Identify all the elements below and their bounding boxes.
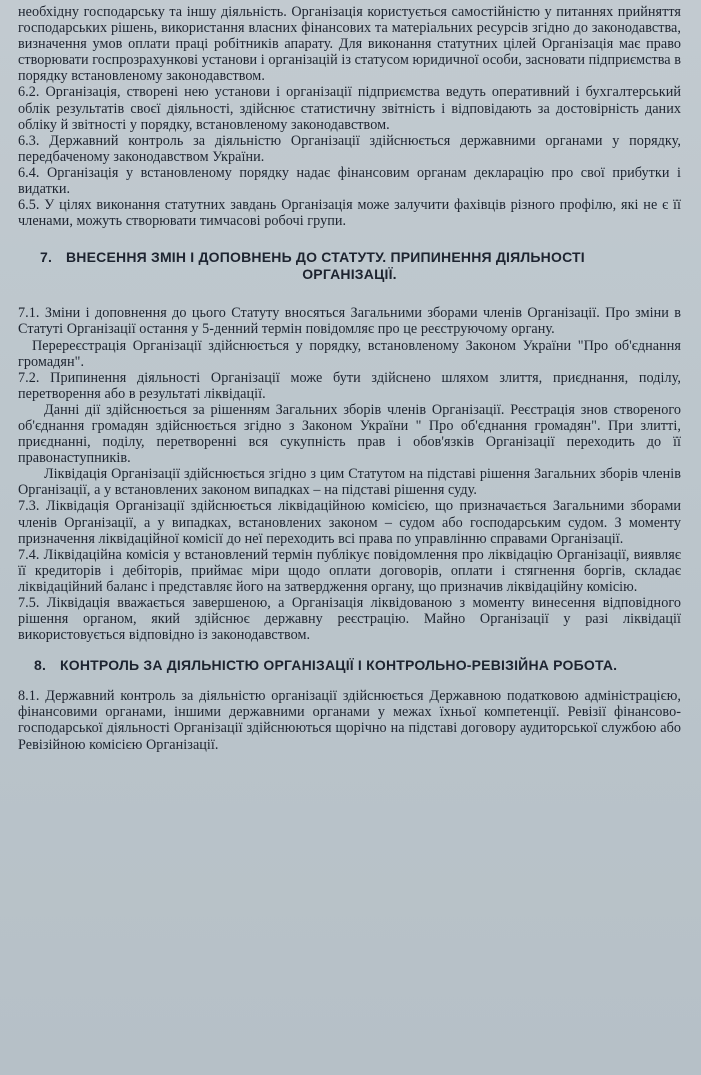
section-7-number: 7. [40,249,53,266]
paragraph-6-1-continued: необхідну господарську та іншу діяльність. Організація користується самостійністю у питаннях прийняття господарських рішень, використання власних фінансових та матеріальних ресурсів згідно до законодавства, визначення умов оплати праці робітників апарату. Для виконання статутних цілей Організація має право створювати госпрозрахункові установи і організацій із статусом юридичної особи, засновати підприємства в порядку встановленому законодавством. [18,4,681,85]
section-8-title: КОНТРОЛЬ ЗА ДІЯЛЬНІСТЮ ОРГАНІЗАЦІЇ І КОНТРОЛЬНО-РЕВІЗІЙНА РОБОТА. [60,657,618,674]
paragraph-7-1: 7.1. Зміни і доповнення до цього Статуту вносяться Загальними зборами членів Організації. Про зміни в Статуті Організації остання у 5-денний термін повідомляє про це реєструючому органу. [18,305,681,338]
paragraph-7-2-actions: Данні дії здійснюється за рішенням Загальних зборів членів Організації. Реєстрація знов створеного об'єднання громадян здійснюється згідно з Законом України " Про об'єднання громадян". При злитті, приєднанні, поділу, перетворенні вся сукупність прав і обов'язків Організації переходить до її правонаступників. [18,401,681,467]
paragraph-6-3: 6.3. Державний контроль за діяльністю Організації здійснюється державними органами у порядку, передбаченому законодавством України. [18,132,681,165]
paragraph-6-2: 6.2. Організація, створені нею установи і організації підприємства ведуть оперативний і бухгалтерський облік результатів своєї діяльності, здійснює статистичну звітність і відповідають за достовірність даних обліку й звітності у порядку, встановленому законодавством. [18,84,681,133]
paragraph-7-2-liquidation: Ліквідація Організації здійснюється згідно з цим Статутом на підставі рішення Загальних зборів членів Організації, а у встановлених законом випадках – на підставі рішення суду. [18,466,681,499]
section-7-title-line2: ОРГАНІЗАЦІЇ. [302,266,397,283]
paragraph-7-2: 7.2. Припинення діяльності Організації може бути здійснено шляхом злиття, приєднання, поділу, перетворення або в результаті ліквідації. [18,369,681,402]
paragraph-7-3: 7.3. Ліквідація Організації здійснюється ліквідаційною комісією, що призначається Загальними зборами членів Організації, а у випадках, встановлених законом – судом або господарським судом. З моменту призначення ліквідаційної комісії до неї переходить всі права по управлінню справами Організації. [18,498,681,547]
paragraph-6-5: 6.5. У цілях виконання статутних завдань Організація може залучити фахівців різного профілю, які не є її членами, можуть створювати тимчасові робочі групи. [18,197,681,230]
paragraph-7-1-reregistration: Перереєстрація Організації здійснюється у порядку, встановленому Законом України "Про об'єднання громадян". [18,337,681,370]
paragraph-7-5: 7.5. Ліквідація вважається завершеною, а Організація ліквідованою з моменту винесення відповідного рішення органом, який здійснює державну реєстрацію. Майно Організації у разі ліквідації використовується відповідно із законодавством. [18,595,681,644]
section-8-number: 8. [34,657,47,674]
paragraph-8-1: 8.1. Державний контроль за діяльністю організації здійснюється Державною податковою адміністрацією, фінансовими органами, іншими державними органами у межах їхньої компетенції. Ревізії фінансово-господарської діяльності Організації здійснюються щорічно на підставі договору аудиторської службою або Ревізійною комісією Організації. [18,688,681,753]
paragraph-6-4: 6.4. Організація у встановленому порядку надає фінансовим органам декларацію про свої прибутки і видатки. [18,164,681,198]
section-8-heading [18,657,681,674]
paragraph-7-4: 7.4. Ліквідаційна комісія у встановлений термін публікує повідомлення про ліквідацію Організації, виявляє її кредиторів і дебіторів, приймає міри щодо оплати договорів, оплати і стягнення боргів, складає ліквідаційний баланс і представляє його на затвердження органу, що призначив ліквідаційну комісію. [18,546,681,595]
section-7-heading [18,249,681,266]
section-7-title-line1: ВНЕСЕННЯ ЗМІН І ДОПОВНЕНЬ ДО СТАТУТУ. ПРИПИНЕННЯ ДІЯЛЬНОСТІ [66,249,585,266]
